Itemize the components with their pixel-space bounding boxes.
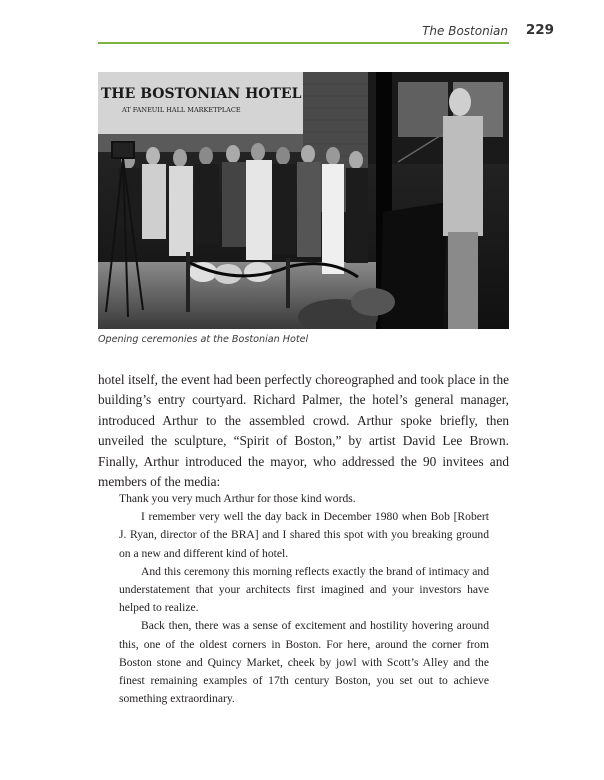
- block-quote: [119, 490, 489, 708]
- running-title: The Bostonian: [422, 24, 508, 38]
- hotel-facade: [98, 72, 303, 134]
- photo-opening-ceremony: [98, 72, 509, 329]
- quote-paragraph: I remember very well the day back in December 1980 when Bob [Robert J. Ryan, director of the BRA] and I shared this spot with you breaking ground on a new and different kind of hotel.: [119, 510, 489, 560]
- header-rule: [98, 42, 509, 44]
- page-number: 229: [525, 22, 554, 38]
- quote-paragraph: Thank you very much Arthur for those kind words.: [119, 492, 356, 505]
- photo-caption: Opening ceremonies at the Bostonian Hotel: [98, 334, 309, 345]
- quote-paragraph: And this ceremony this morning reflects exactly the brand of intimacy and understatement that your architects first imagined and your investors have helped to realize.: [119, 564, 489, 615]
- hotel-sign-text: THE BOSTONIAN HOTEL: [101, 86, 302, 102]
- quote-paragraph: Back then, there was a sense of excitement and hostility hovering around this, one of the oldest corners in Boston. For here, around the corner from Boston stone and Quincy Market, cheek by jowl with Scott’s Alley and the finest remaining examples of 17th century Boston, you set out to achieve something extraordinary.: [119, 619, 489, 706]
- speaker: [443, 88, 483, 329]
- body-paragraph: hotel itself, the event had been perfectly choreographed and took place in the building’s entry courtyard. Richard Palmer, the hotel’s general manager, introduced Arthur to the assembled crowd. Arthur spoke briefly, then unveiled the sculpture, “Spirit of Boston,” by artist David Lee Brown. Finally, Arthur introduced the mayor, who addressed the 90 invitees and members of the media:: [98, 372, 509, 490]
- hotel-sign-subtext: AT FANEUIL HALL MARKETPLACE: [122, 106, 241, 114]
- seated-guests: [189, 262, 272, 284]
- running-header: [98, 22, 554, 42]
